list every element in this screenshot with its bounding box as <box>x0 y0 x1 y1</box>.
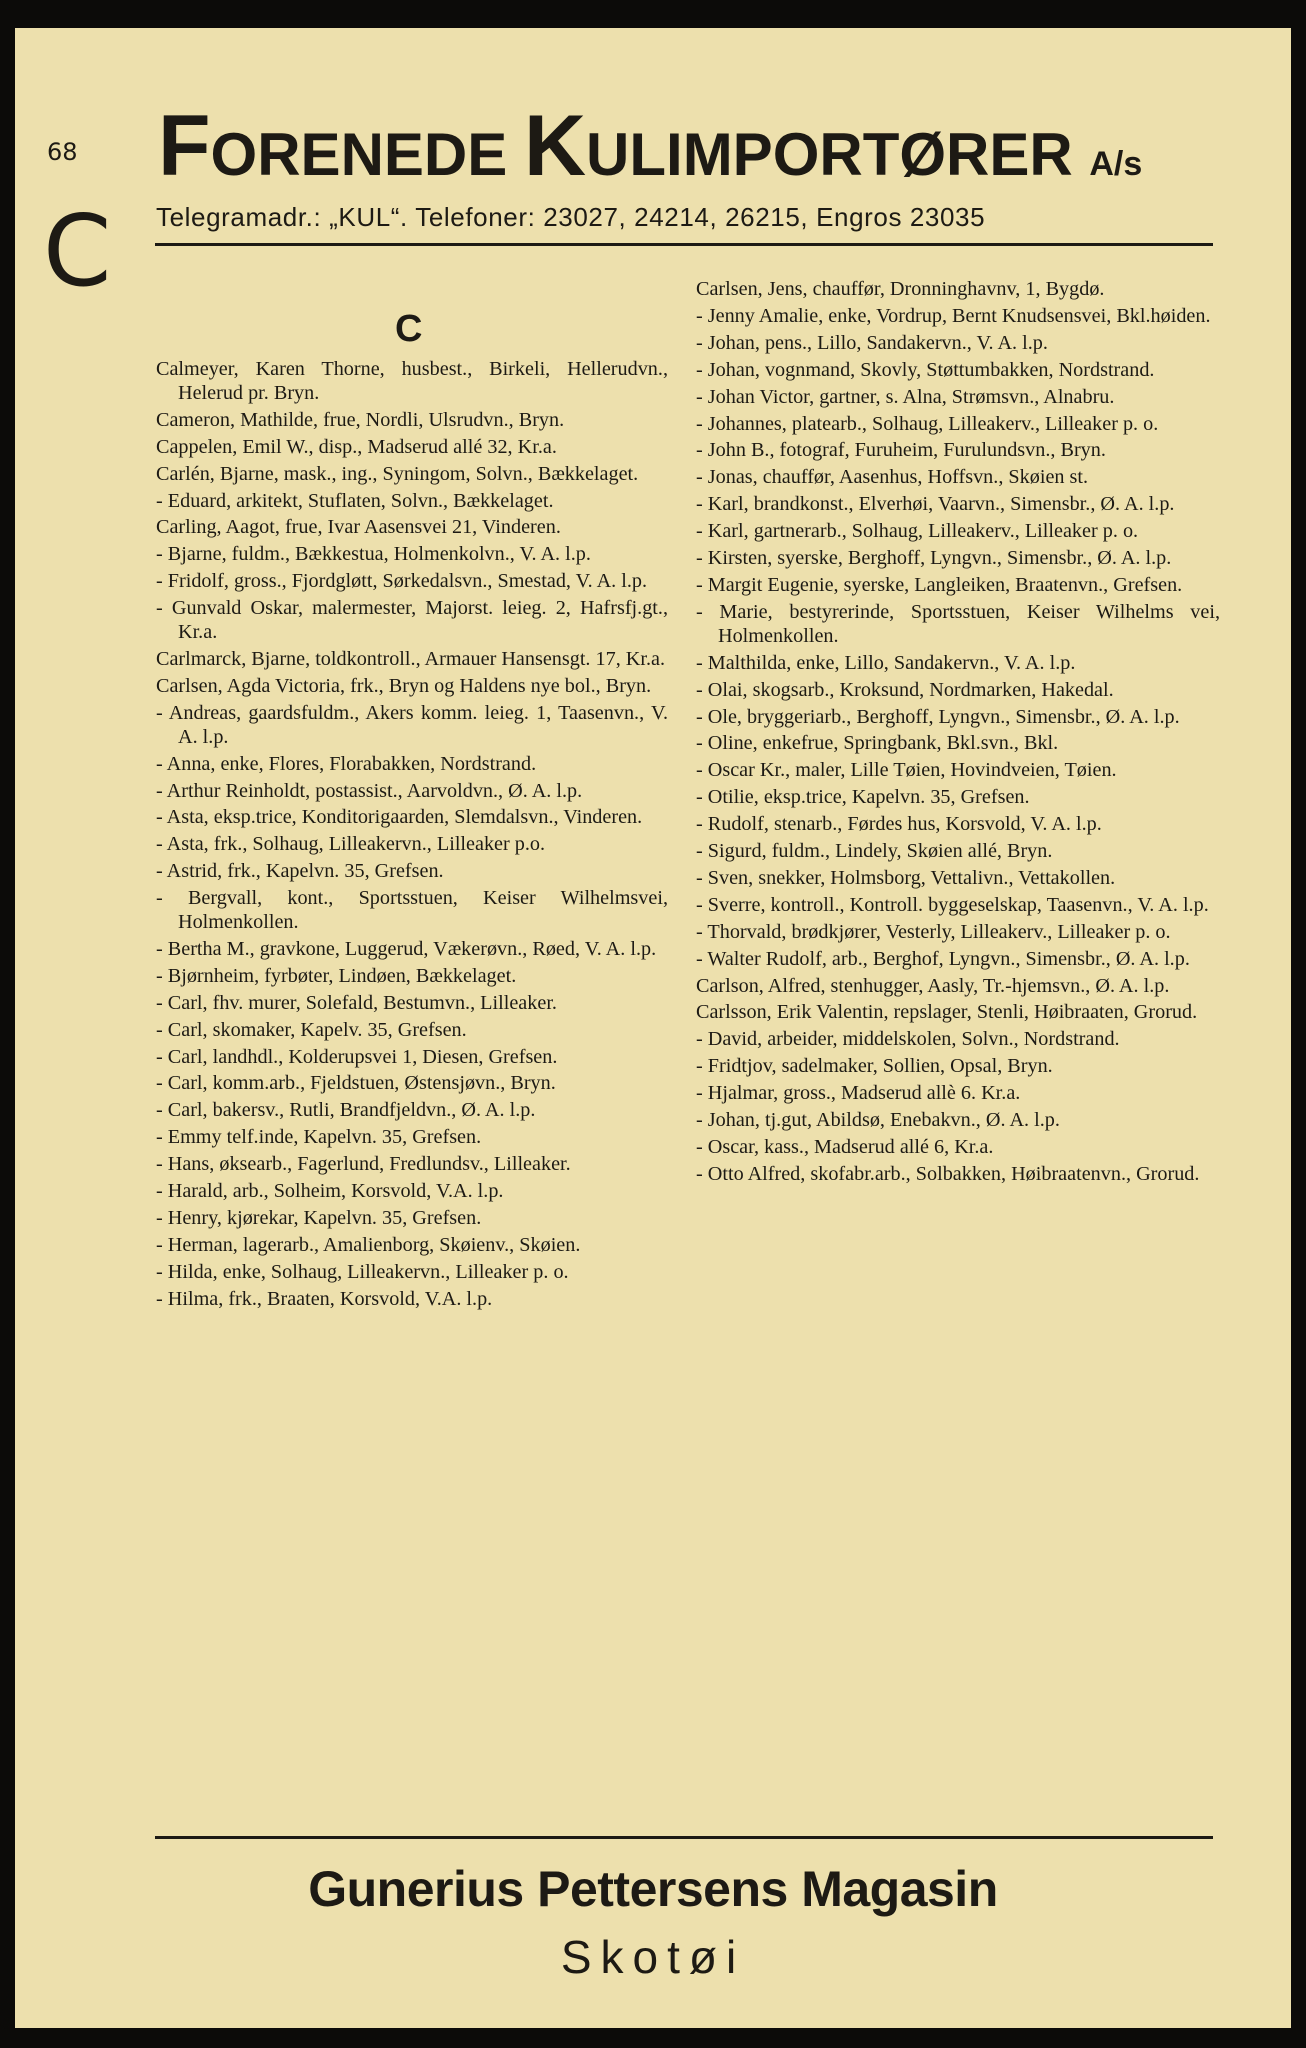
directory-entry: - Rudolf, stenarb., Førdes hus, Korsvold, V. A. l.p. <box>696 813 1102 836</box>
directory-entry: - Hjalmar, gross., Madserud allè 6. Kr.a. <box>696 1082 1021 1105</box>
left-column <box>156 358 668 1315</box>
directory-entry: - Johan, vognmand, Skovly, Støttumbakken, Nordstrand. <box>696 358 1155 381</box>
advertiser-name-initial-2: K <box>523 98 587 194</box>
section-heading: C <box>395 308 423 350</box>
directory-entry: Carlmarck, Bjarne, toldkontroll., Armauer Hansensgt. 17, Kr.a. <box>156 647 666 670</box>
directory-entry: - Ole, bryggeriarb., Berghoff, Lyngvn., Simensbr., Ø. A. l.p. <box>696 705 1180 728</box>
directory-entry: - Henry, kjørekar, Kapelvn. 35, Grefsen. <box>156 1207 482 1229</box>
directory-entry: - Asta, frk., Solhaug, Lilleakervn., Lilleaker p.o. <box>156 833 546 856</box>
advertiser-contact-line: Telegramadr.: „KUL“. Telefoner: 23027, 24214, 26215, Engros 23035 <box>156 202 986 232</box>
footer-advertisement-title: Gunerius Pettersens Magasin <box>308 1861 998 1917</box>
right-column <box>696 278 1220 1190</box>
directory-entry: - Thorvald, brødkjører, Vesterly, Lilleakerv., Lilleaker p. o. <box>696 920 1171 943</box>
directory-entry: - Karl, gartnerarb., Solhaug, Lilleakerv., Lilleaker p. o. <box>696 520 1139 543</box>
directory-entry: Carlsen, Agda Victoria, frk., Bryn og Haldens nye bol., Bryn. <box>156 674 652 697</box>
directory-entry: - Sven, snekker, Holmsborg, Vettalivn., Vettakollen. <box>696 866 1116 889</box>
directory-entry: - Kirsten, syerske, Berghoff, Lyngvn., Simensbr., Ø. A. l.p. <box>696 547 1172 570</box>
directory-entry: - Sverre, kontroll., Kontroll. byggeselskap, Taasenvn., V. A. l.p. <box>696 893 1209 916</box>
directory-entry: Cameron, Mathilde, frue, Nordli, Ulsrudvn., Bryn. <box>156 408 565 431</box>
header-divider <box>155 243 1213 246</box>
page-number: 68 <box>47 138 78 166</box>
directory-entry: - Andreas, gaardsfuldm., Akers komm. leieg. 1, Taasenvn., V. A. l.p. <box>156 701 668 748</box>
footer-divider <box>155 1836 1213 1839</box>
directory-entry: - Johannes, platearb., Solhaug, Lilleakerv., Lilleaker p. o. <box>696 412 1159 435</box>
directory-entry: - Jenny Amalie, enke, Vordrup, Bernt Knudsensvei, Bkl.høiden. <box>696 304 1211 327</box>
directory-entry: - Astrid, frk., Kapelvn. 35, Grefsen. <box>156 860 444 883</box>
directory-entry: - Oline, enkefrue, Springbank, Bkl.svn., Bkl. <box>696 732 1059 755</box>
advertiser-name <box>158 98 1208 194</box>
directory-entry: - Bertha M., gravkone, Luggerud, Vækerøvn., Røed, V. A. l.p. <box>156 937 657 960</box>
directory-entry: - Harald, arb., Solheim, Korsvold, V.A. l.p. <box>156 1180 504 1203</box>
directory-entry: - Herman, lagerarb., Amalienborg, Skøienv., Skøien. <box>156 1233 581 1256</box>
directory-entry: - Carl, bakersv., Rutli, Brandfjeldvn., Ø. A. l.p. <box>156 1099 536 1122</box>
directory-entry: - Fridtjov, sadelmaker, Sollien, Opsal, Bryn. <box>696 1055 1053 1078</box>
directory-entry: - Gunvald Oskar, malermester, Majorst. leieg. 2, Hafrsfj.gt., Kr.a. <box>156 597 668 644</box>
directory-entry: - Oscar Kr., maler, Lille Tøien, Hovindveien, Tøien. <box>696 759 1117 782</box>
footer-advertisement-subtitle: Skotøi <box>560 1931 746 1983</box>
directory-entry: - Oscar, kass., Madserud allé 6, Kr.a. <box>696 1136 994 1158</box>
directory-entry: - Asta, eksp.trice, Konditorigaarden, Slemdalsvn., Vinderen. <box>156 806 643 829</box>
advertiser-company-suffix: A/s <box>1089 145 1143 183</box>
section-letter-marker: C <box>43 195 112 309</box>
directory-entry: - Emmy telf.inde, Kapelvn. 35, Grefsen. <box>156 1126 482 1149</box>
directory-entry: - David, arbeider, middelskolen, Solvn., Nordstrand. <box>696 1028 1120 1051</box>
directory-page <box>15 28 1291 2028</box>
directory-entry: - Carl, komm.arb., Fjeldstuen, Østensjøvn., Bryn. <box>156 1072 556 1095</box>
directory-entry: - Sigurd, fuldm., Lindely, Skøien allé, Bryn. <box>696 840 1053 863</box>
directory-entry: - Carl, skomaker, Kapelv. 35, Grefsen. <box>156 1018 467 1041</box>
directory-entry: - Olai, skogsarb., Kroksund, Nordmarken, Hakedal. <box>696 678 1114 701</box>
directory-entry: - Otto Alfred, skofabr.arb., Solbakken, Høibraatenvn., Grorud. <box>696 1162 1200 1185</box>
directory-entry: - Bergvall, kont., Sportsstuen, Keiser Wilhelmsvei, Holmenkollen. <box>156 887 668 934</box>
directory-entry: - Carl, fhv. murer, Solefald, Bestumvn., Lilleaker. <box>156 991 557 1014</box>
directory-entry: - Bjarne, fuldm., Bækkestua, Holmenkolvn., V. A. l.p. <box>156 543 591 566</box>
advertiser-name-part-1: ORENEDE <box>210 121 524 188</box>
directory-entry: - Johan, tj.gut, Abildsø, Enebakvn., Ø. A. l.p. <box>696 1109 1060 1132</box>
advertiser-name-initial-1: F <box>158 98 211 194</box>
directory-entry: Carlén, Bjarne, mask., ing., Syningom, Solvn., Bækkelaget. <box>156 462 639 485</box>
directory-entry: - Johan, pens., Lillo, Sandakervn., V. A. l.p. <box>696 331 1048 354</box>
directory-entry: - Johan Victor, gartner, s. Alna, Strømsvn., Alnabru. <box>696 385 1115 408</box>
directory-entry: Cappelen, Emil W., disp., Madserud allé 32, Kr.a. <box>156 435 557 458</box>
directory-entry: - Otilie, eksp.trice, Kapelvn. 35, Grefsen. <box>696 786 1030 809</box>
directory-entry: - Anna, enke, Flores, Florabakken, Nordstrand. <box>156 752 537 775</box>
directory-entry: - Arthur Reinholdt, postassist., Aarvoldvn., Ø. A. l.p. <box>156 779 583 802</box>
directory-entry: - Hilda, enke, Solhaug, Lilleakervn., Lilleaker p. o. <box>156 1260 569 1283</box>
directory-entry: - Carl, landhdl., Kolderupsvei 1, Diesen, Grefsen. <box>156 1045 558 1068</box>
directory-entry: - Marie, bestyrerinde, Sportsstuen, Keiser Wilhelms vei, Holmenkollen. <box>696 600 1220 647</box>
directory-entry: Carlsen, Jens, chauffør, Dronninghavnv, 1, Bygdø. <box>696 278 1105 300</box>
directory-entry: Calmeyer, Karen Thorne, husbest., Birkeli, Hellerudvn., Helerud pr. Bryn. <box>156 358 668 404</box>
directory-entry: - Bjørnheim, fyrbøter, Lindøen, Bækkelaget. <box>156 964 517 987</box>
directory-entry: - Hilma, frk., Braaten, Korsvold, V.A. l.p. <box>156 1287 493 1310</box>
directory-entry: - Jonas, chauffør, Aasenhus, Hoffsvn., Skøien st. <box>696 466 1089 489</box>
directory-entry: - Walter Rudolf, arb., Berghof, Lyngvn., Simensbr., Ø. A. l.p. <box>696 947 1190 970</box>
directory-entry: - Malthilda, enke, Lillo, Sandakervn., V. A. l.p. <box>696 651 1076 674</box>
directory-entry: - Hans, øksearb., Fagerlund, Fredlundsv., Lilleaker. <box>156 1153 571 1176</box>
directory-entry: - John B., fotograf, Furuheim, Furulundsvn., Bryn. <box>696 439 1106 462</box>
directory-entry: - Karl, brandkonst., Elverhøi, Vaarvn., Simensbr., Ø. A. l.p. <box>696 493 1175 516</box>
directory-entry: Carlson, Alfred, stenhugger, Aasly, Tr.-hjemsvn., Ø. A. l.p. <box>696 974 1170 997</box>
directory-entry: - Margit Eugenie, syerske, Langleiken, Braatenvn., Grefsen. <box>696 573 1183 596</box>
directory-entry: - Fridolf, gross., Fjordgløtt, Sørkedalsvn., Smestad, V. A. l.p. <box>156 570 648 593</box>
directory-entry: Carlsson, Erik Valentin, repslager, Stenli, Høibraaten, Grorud. <box>696 1001 1198 1024</box>
directory-entry: - Eduard, arkitekt, Stuflaten, Solvn., Bækkelaget. <box>156 489 554 512</box>
directory-entry: Carling, Aagot, frue, Ivar Aasensvei 21, Vinderen. <box>156 516 561 539</box>
advertiser-name-part-2: ULIMPORTØRER <box>586 121 1073 188</box>
